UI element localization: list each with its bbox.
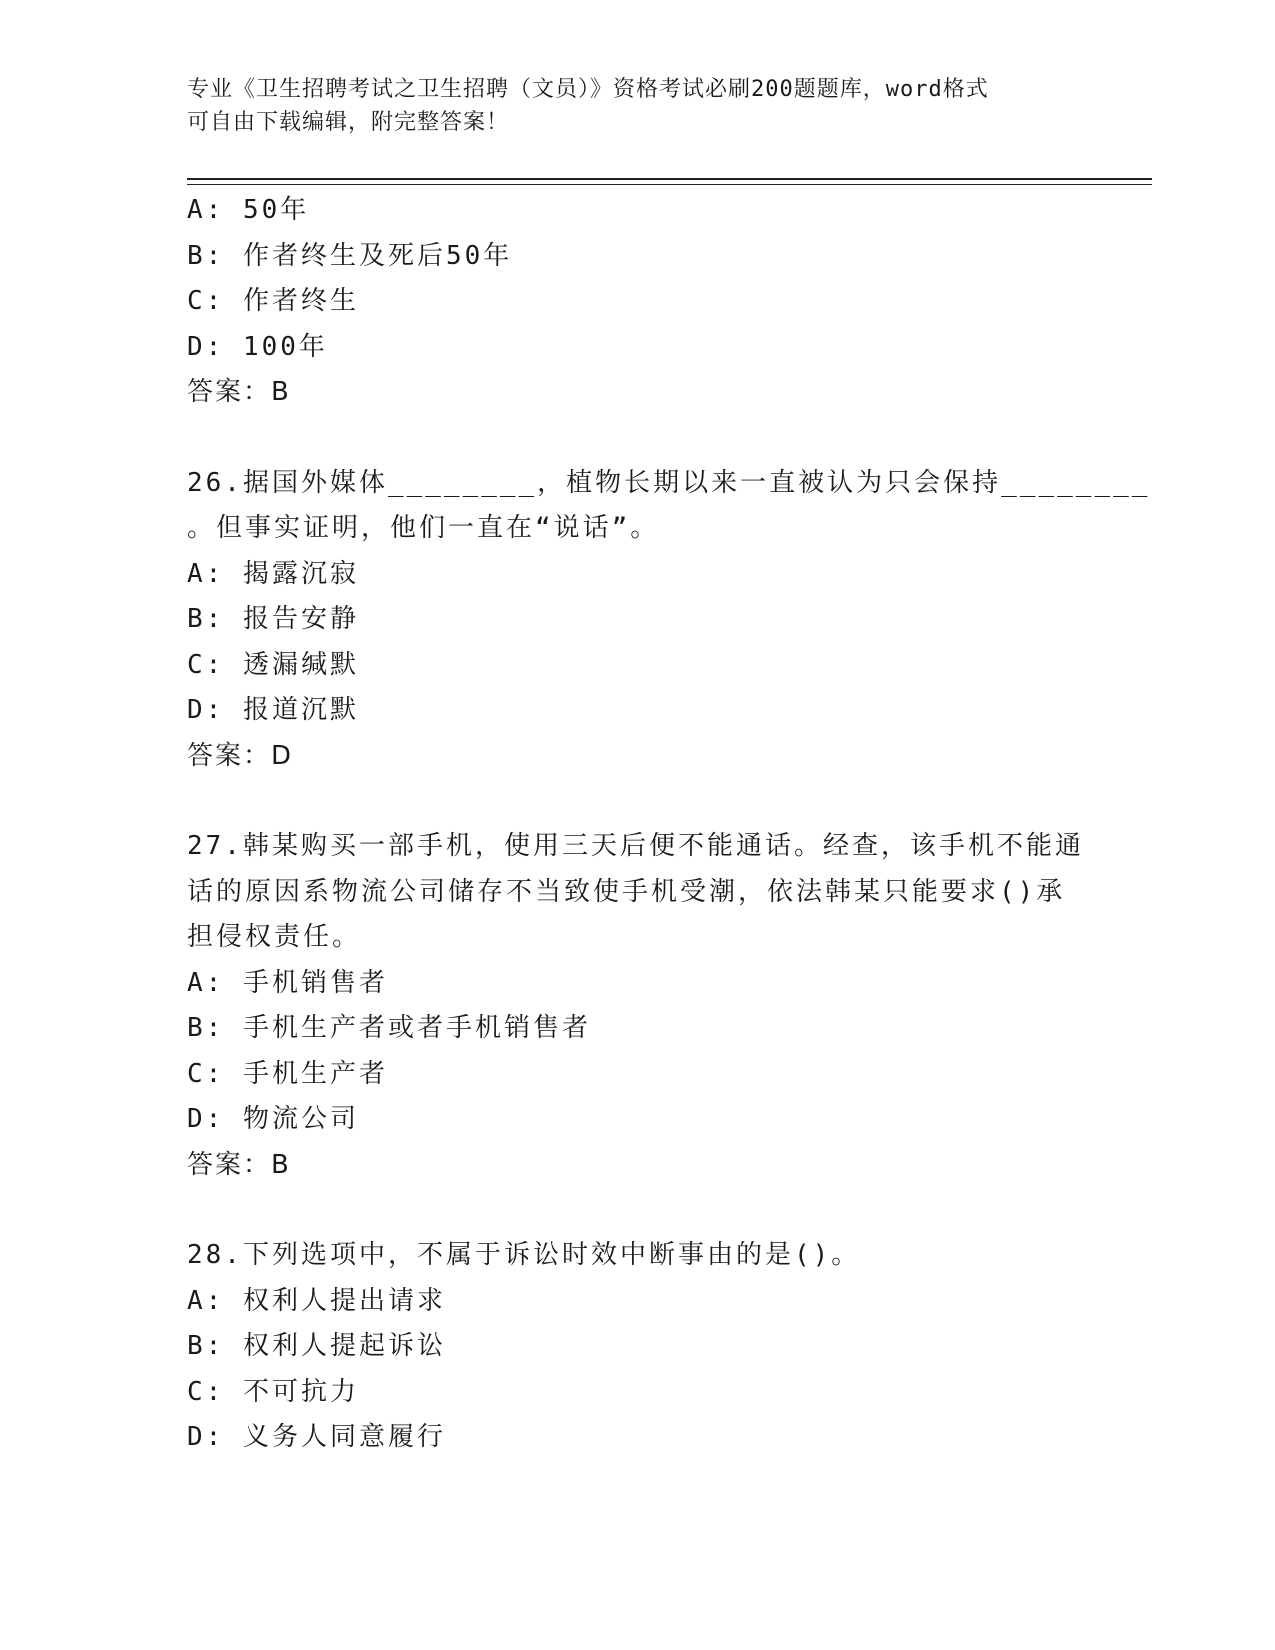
question-stem: 26.据国外媒体________，植物长期以来一直被认为只会保持________	[187, 467, 1151, 498]
option-a: A: 揭露沉寂	[187, 558, 359, 589]
option-c: C: 作者终生	[187, 286, 359, 316]
question-stem: 担侵权责任。	[187, 922, 362, 952]
answer: 答案：B	[187, 377, 291, 407]
header-divider-thin	[187, 184, 1152, 185]
question-stem: 。但事实证明，他们一直在“说话”。	[187, 513, 660, 543]
question-27	[187, 824, 1087, 1188]
question-26	[187, 461, 1151, 780]
header-line-2: 可自由下载编辑，附完整答案！	[187, 110, 510, 135]
question-stem: 话的原因系物流公司储存不当致使手机受潮，依法韩某只能要求()承	[187, 876, 1066, 907]
option-a: A: 50年	[187, 195, 310, 225]
header-divider-thick	[187, 178, 1152, 180]
option-b: B: 权利人提起诉讼	[187, 1331, 446, 1361]
header-line-1: 专业《卫生招聘考试之卫生招聘（文员）》资格考试必刷200题题库，word格式	[187, 77, 989, 102]
option-b: B: 手机生产者或者手机销售者	[187, 1013, 591, 1043]
answer: 答案：B	[187, 1149, 291, 1180]
option-a: A: 手机销售者	[187, 967, 388, 998]
question-25	[187, 188, 1087, 416]
spacer	[187, 1188, 1087, 1233]
option-b: B: 作者终生及死后50年	[187, 240, 513, 271]
option-b: B: 报告安静	[187, 604, 359, 634]
option-d: D: 物流公司	[187, 1104, 359, 1134]
spacer	[187, 779, 1087, 824]
option-d: D: 义务人同意履行	[187, 1422, 446, 1452]
question-list	[187, 188, 1151, 1461]
option-c: C: 透漏缄默	[187, 649, 359, 680]
answer: 答案：D	[187, 740, 294, 771]
option-c: C: 不可抗力	[187, 1376, 359, 1407]
document-header	[187, 73, 1067, 139]
option-a: A: 权利人提出请求	[187, 1285, 446, 1316]
question-28	[187, 1233, 1087, 1461]
option-d: D: 报道沉默	[187, 695, 359, 725]
spacer	[187, 416, 1087, 461]
question-stem: 28.下列选项中，不属于诉讼时效中断事由的是()。	[187, 1240, 861, 1270]
question-stem: 27.韩某购买一部手机，使用三天后便不能通话。经查，该手机不能通	[187, 831, 1084, 861]
option-d: D: 100年	[187, 331, 328, 362]
option-c: C: 手机生产者	[187, 1058, 388, 1089]
